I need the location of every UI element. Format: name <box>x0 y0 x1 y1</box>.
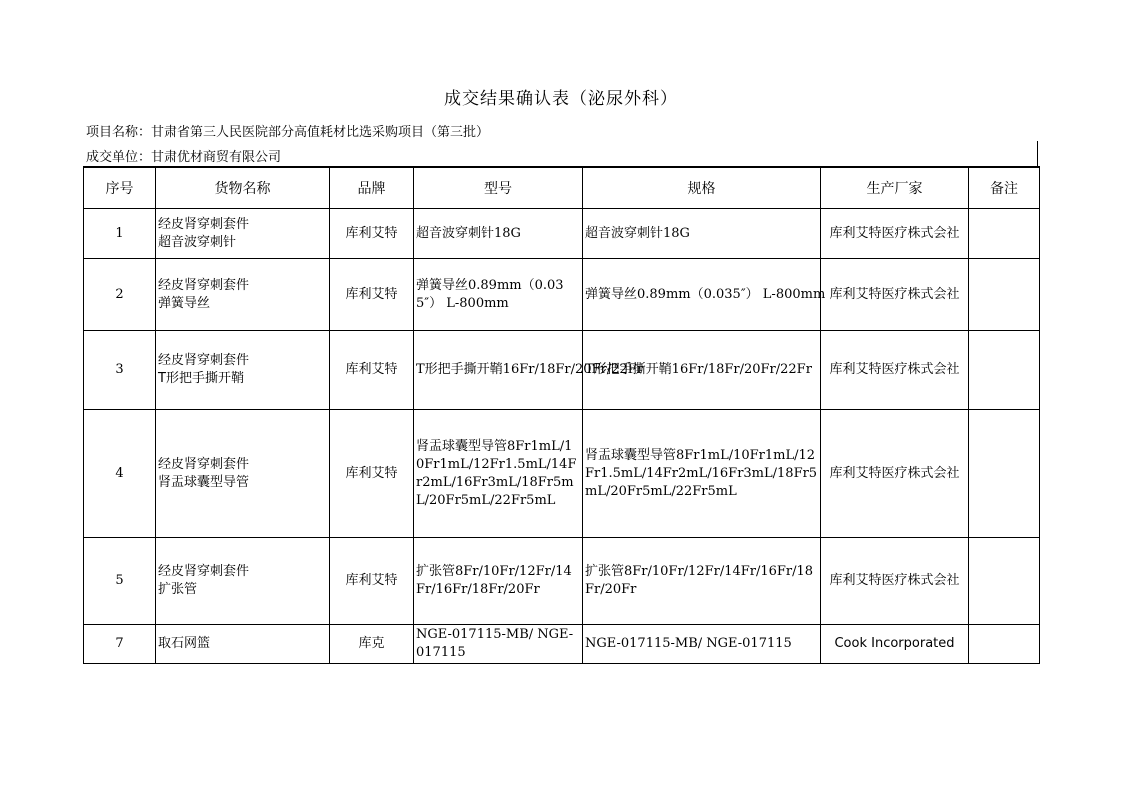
cell-no: 3 <box>84 331 156 410</box>
cell-brand: 库克 <box>330 625 414 664</box>
cell-model: 扩张管8Fr/10Fr/12Fr/14Fr/16Fr/18Fr/20Fr <box>414 538 583 625</box>
cell-remark <box>969 538 1040 625</box>
cell-spec: 肾盂球囊型导管8Fr1mL/10Fr1mL/12Fr1.5mL/14Fr2mL/16Fr3mL/18Fr5mL/20Fr5mL/22Fr5mL <box>583 410 821 538</box>
table-row <box>84 625 1040 664</box>
cell-goods-name <box>156 538 330 625</box>
table-row <box>84 410 1040 538</box>
cell-manufacturer: 库利艾特医疗株式会社 <box>821 259 969 331</box>
header-no: 序号 <box>84 167 156 209</box>
cell-manufacturer: 库利艾特医疗株式会社 <box>821 538 969 625</box>
cell-model: 弹簧导丝0.89mm（0.035″） L-800mm <box>414 259 583 331</box>
cell-goods-name <box>156 625 330 664</box>
cell-goods-name <box>156 259 330 331</box>
cell-no: 5 <box>84 538 156 625</box>
document-title: 成交结果确认表（泌尿外科） <box>444 89 678 109</box>
cell-model: T形把手撕开鞘16Fr/18Fr/20Fr/22Fr <box>414 331 583 410</box>
cell-brand: 库利艾特 <box>330 259 414 331</box>
cell-spec: 扩张管8Fr/10Fr/12Fr/14Fr/16Fr/18Fr/20Fr <box>583 538 821 625</box>
goods-name-line: 肾盂球囊型导管 <box>158 474 250 490</box>
table-row <box>84 331 1040 410</box>
cell-spec: T形把手撕开鞘16Fr/18Fr/20Fr/22Fr <box>583 331 821 410</box>
header-brand: 品牌 <box>330 167 414 209</box>
cell-no: 2 <box>84 259 156 331</box>
goods-name-line: 取石网篮 <box>158 636 211 651</box>
cell-model: 超音波穿刺针18G <box>414 209 583 259</box>
goods-name-line: 经皮肾穿刺套件 <box>158 353 250 368</box>
cell-brand: 库利艾特 <box>330 538 414 625</box>
cell-spec: 弹簧导丝0.89mm（0.035″） L-800mm <box>583 259 821 331</box>
cell-manufacturer: 库利艾特医疗株式会社 <box>821 331 969 410</box>
cell-brand: 库利艾特 <box>330 410 414 538</box>
header-spec: 规格 <box>583 167 821 209</box>
project-name-line: 项目名称：甘肃省第三人民医院部分高值耗材比选采购项目（第三批） <box>86 125 490 140</box>
goods-name-line: 经皮肾穿刺套件 <box>158 456 250 472</box>
table-header-row <box>84 167 1040 209</box>
cell-remark <box>969 259 1040 331</box>
cell-goods-name <box>156 410 330 538</box>
cell-manufacturer: Cook Incorporated <box>821 625 969 664</box>
goods-name-line: T形把手撕开鞘 <box>158 371 244 386</box>
cell-brand: 库利艾特 <box>330 331 414 410</box>
header-goods-name: 货物名称 <box>156 167 330 209</box>
cell-model: NGE-017115-MB/ NGE-017115 <box>414 625 583 664</box>
table-row <box>84 209 1040 259</box>
cell-manufacturer: 库利艾特医疗株式会社 <box>821 410 969 538</box>
cell-brand: 库利艾特 <box>330 209 414 259</box>
cell-remark <box>969 209 1040 259</box>
goods-name-line: 经皮肾穿刺套件 <box>158 564 250 579</box>
cell-no: 7 <box>84 625 156 664</box>
cell-no: 4 <box>84 410 156 538</box>
header-manufacturer: 生产厂家 <box>821 167 969 209</box>
cell-manufacturer: 库利艾特医疗株式会社 <box>821 209 969 259</box>
cell-remark <box>969 410 1040 538</box>
cell-no: 1 <box>84 209 156 259</box>
goods-name-line: 弹簧导丝 <box>158 295 211 311</box>
result-table <box>83 166 1040 664</box>
cell-model: 肾盂球囊型导管8Fr1mL/10Fr1mL/12Fr1.5mL/14Fr2mL/16Fr3mL/18Fr5mL/20Fr5mL/22Fr5mL <box>414 410 583 538</box>
table-row <box>84 259 1040 331</box>
border-line <box>1037 141 1038 168</box>
cell-spec: NGE-017115-MB/ NGE-017115 <box>583 625 821 664</box>
goods-name-line: 扩张管 <box>158 582 198 597</box>
header-remark: 备注 <box>969 167 1040 209</box>
goods-name-line: 超音波穿刺针 <box>158 234 237 250</box>
goods-name-line: 经皮肾穿刺套件 <box>158 216 250 232</box>
goods-name-line: 经皮肾穿刺套件 <box>158 277 250 293</box>
cell-remark <box>969 625 1040 664</box>
cell-goods-name <box>156 331 330 410</box>
cell-spec: 超音波穿刺针18G <box>583 209 821 259</box>
cell-remark <box>969 331 1040 410</box>
table-row <box>84 538 1040 625</box>
supplier-line: 成交单位：甘肃优材商贸有限公司 <box>86 150 282 165</box>
cell-goods-name <box>156 209 330 259</box>
header-model: 型号 <box>414 167 583 209</box>
